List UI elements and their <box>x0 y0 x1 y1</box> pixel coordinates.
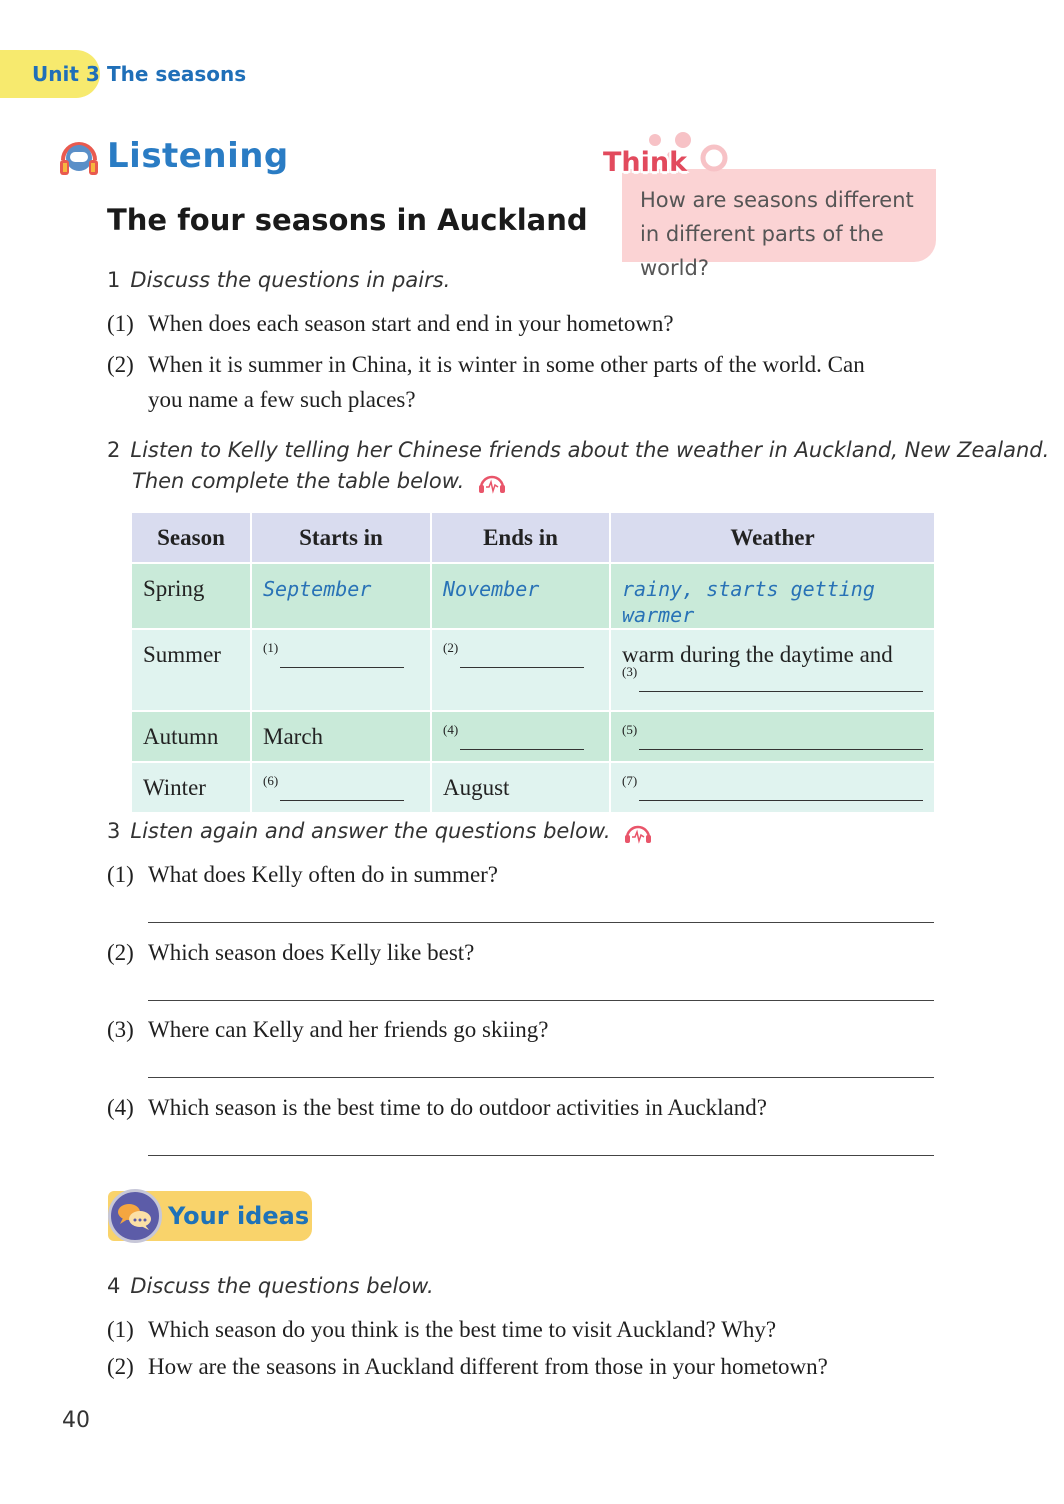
task-number: 2 <box>107 438 121 462</box>
instruction-text: Then complete the table below. <box>132 469 465 493</box>
answer-blank[interactable] <box>280 780 404 801</box>
question-text: What does Kelly often do in summer? <box>148 862 499 887</box>
page-subtitle: The four seasons in Auckland <box>107 203 588 237</box>
answer-blank[interactable] <box>639 780 923 801</box>
unit-label: Unit 3 <box>32 62 100 86</box>
think-text: How are seasons different in different parts of the world? <box>640 188 914 280</box>
table-row <box>132 711 935 762</box>
question-number: (1) <box>107 862 134 887</box>
blank-number: (7) <box>622 773 638 788</box>
question-number: (1) <box>107 311 134 336</box>
header-weather: Weather <box>610 513 935 563</box>
table-row <box>132 762 935 813</box>
answer-weather: rainy, starts getting warmer <box>622 577 875 627</box>
task2-instruction-line2 <box>132 469 507 494</box>
answer-blank[interactable] <box>280 647 404 668</box>
blank-number: (2) <box>443 640 459 655</box>
audio-icon[interactable] <box>477 470 507 494</box>
section-title: Listening <box>107 136 289 176</box>
question-text: Which season is the best time to do outdoor activities in Auckland? <box>148 1095 767 1120</box>
answer-line[interactable] <box>148 922 934 923</box>
task2-instruction <box>107 438 1049 462</box>
header-season: Season <box>132 513 251 563</box>
question-text: When does each season start and end in your hometown? <box>148 311 674 336</box>
season-cell: Spring <box>132 563 251 629</box>
question-number: (2) <box>107 1354 134 1379</box>
task1-instruction <box>107 268 450 292</box>
headphones-icon <box>58 136 100 180</box>
question-number: (1) <box>107 1317 134 1342</box>
unit-title: The seasons <box>107 62 247 86</box>
instruction-text: Listen again and answer the questions below. <box>130 819 611 843</box>
answer-line[interactable] <box>148 1155 934 1156</box>
blank-number: (5) <box>622 722 638 737</box>
task-number: 1 <box>107 268 121 292</box>
blank-number: (1) <box>263 640 279 655</box>
task3-instruction <box>107 819 653 844</box>
question <box>107 935 474 970</box>
answer-blank[interactable] <box>639 729 923 750</box>
task-number: 3 <box>107 819 121 843</box>
table-row <box>132 563 935 629</box>
answer-blank[interactable] <box>460 647 584 668</box>
answer-line[interactable] <box>148 1077 934 1078</box>
starts-cell: March <box>251 711 431 762</box>
question <box>107 1312 776 1347</box>
question <box>107 1090 767 1125</box>
question <box>107 1349 828 1384</box>
question <box>107 306 674 341</box>
weather-text: warm during the daytime and <box>622 642 893 667</box>
instruction-text: Listen to Kelly telling her Chinese friends about the weather in Auckland, New Zealand. <box>130 438 1050 462</box>
answer-line[interactable] <box>148 1000 934 1001</box>
question <box>107 347 865 382</box>
question <box>107 1012 548 1047</box>
think-title: Think <box>603 147 688 178</box>
page-number: 40 <box>62 1408 90 1433</box>
header-starts: Starts in <box>251 513 431 563</box>
season-cell: Summer <box>132 629 251 711</box>
question-text: How are the seasons in Auckland different from those in your hometown? <box>148 1354 828 1379</box>
answer-blank[interactable] <box>460 729 584 750</box>
question-text: Which season do you think is the best time to visit Auckland? Why? <box>148 1317 777 1342</box>
task-number: 4 <box>107 1274 121 1298</box>
season-cell: Winter <box>132 762 251 813</box>
chat-bubbles-icon <box>108 1189 162 1243</box>
answer-ends: November <box>443 577 540 601</box>
table-row <box>132 629 935 711</box>
question-text: Where can Kelly and her friends go skiing? <box>148 1017 549 1042</box>
header-ends: Ends in <box>431 513 610 563</box>
blank-number: (4) <box>443 722 459 737</box>
seasons-table <box>132 513 936 814</box>
audio-icon[interactable] <box>623 820 653 844</box>
question-text: When it is summer in China, it is winter in some other parts of the world. Can <box>148 352 865 377</box>
answer-blank[interactable] <box>639 671 923 692</box>
question-number: (3) <box>107 1017 134 1042</box>
ends-cell: August <box>431 762 610 813</box>
question-number: (4) <box>107 1095 134 1120</box>
answer-starts: September <box>263 577 372 601</box>
instruction-text: Discuss the questions in pairs. <box>130 268 451 292</box>
your-ideas-label: Your ideas <box>168 1202 310 1230</box>
question-text: Which season does Kelly like best? <box>148 940 475 965</box>
question-number: (2) <box>107 352 134 377</box>
question-continuation: you name a few such places? <box>148 387 416 412</box>
question-number: (2) <box>107 940 134 965</box>
instruction-text: Discuss the questions below. <box>130 1274 434 1298</box>
blank-number: (6) <box>263 773 279 788</box>
question <box>107 857 498 892</box>
blank-number: (3) <box>622 664 638 679</box>
task4-instruction <box>107 1274 434 1298</box>
season-cell: Autumn <box>132 711 251 762</box>
